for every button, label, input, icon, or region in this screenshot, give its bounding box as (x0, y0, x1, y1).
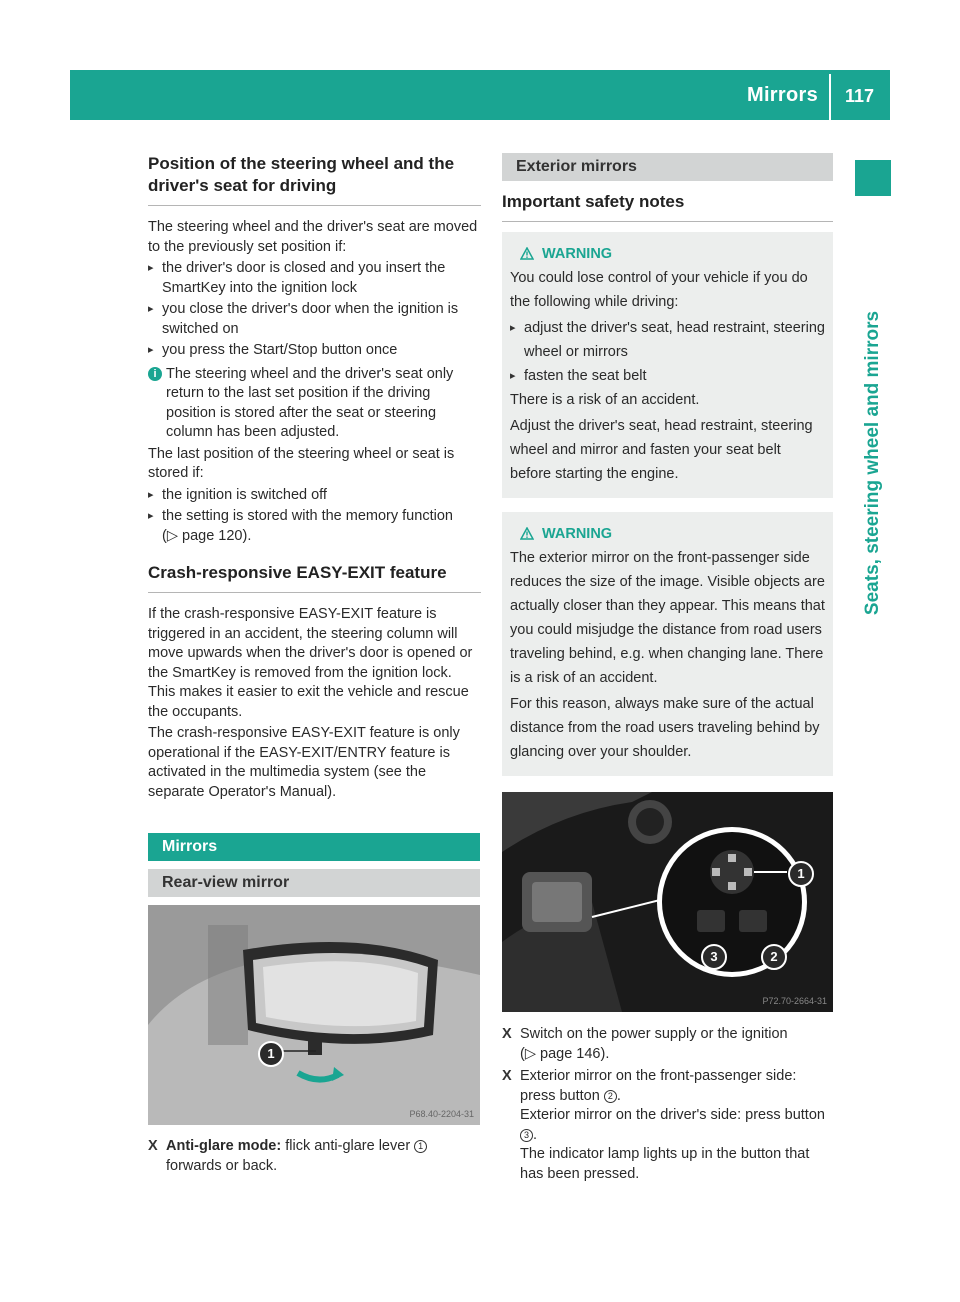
callout-2: 2 (761, 944, 787, 970)
step-text: Exterior mirror on the driver's side: press button (520, 1107, 825, 1123)
paragraph: The steering wheel and the driver's seat are moved to the previously set position if: (148, 219, 478, 255)
callout-ref: 1 (414, 1140, 427, 1153)
step-item (502, 1025, 833, 1064)
anti-glare-step (148, 1137, 481, 1179)
rearview-mirror-photo (148, 905, 480, 1125)
callout-3: 3 (701, 944, 727, 970)
door-controls-illustration (502, 792, 833, 1012)
header-divider (829, 74, 831, 120)
info-note (148, 365, 481, 443)
paragraph: For this reason, always make sure of the actual distance from the road users traveling behind by glancing over your shoulder. (510, 696, 820, 760)
section-bar-exterior: Exterior mirrors (502, 153, 833, 181)
warning-title: WARNING (542, 526, 613, 542)
step-text: Switch on the power supply or the ignition (520, 1026, 788, 1042)
page-reference-link[interactable]: (▷ page 146). (520, 1045, 610, 1062)
warning-heading (520, 242, 825, 266)
step-text: The indicator lamp lights up in the button that has been pressed. (520, 1146, 810, 1182)
heading-steering-position: Position of the steering wheel and the driver's seat for driving (148, 154, 455, 195)
page-number: 117 (845, 86, 875, 106)
callout-ref: 2 (604, 1090, 617, 1103)
paragraph: You could lose control of your vehicle if you do the following while driving: (510, 270, 808, 310)
callout-1: 1 (258, 1041, 284, 1067)
paragraph: The crash-responsive EASY-EXIT feature is only operational if the EASY-EXIT/ENTRY feature is activated in the multimedia system (see the separate Operator's Manual). (148, 725, 460, 800)
list-item-text: the setting is stored with the memory function (162, 508, 453, 524)
warning-box-2 (502, 512, 833, 776)
list-item: ▸ adjust the driver's seat, head restraint, steering wheel or mirrors (510, 316, 825, 364)
list-item: ▸ you press the Start/Stop button once (148, 341, 481, 361)
list-item: ▸ the driver's door is closed and you insert the SmartKey into the ignition lock (148, 259, 481, 298)
list-item: ▸ the ignition is switched off (148, 486, 481, 506)
info-icon: i (148, 367, 162, 381)
list-item: ▸ fasten the seat belt (510, 364, 825, 388)
left-column (148, 153, 481, 804)
adjusting-steps (502, 1025, 833, 1187)
paragraph: If the crash-responsive EASY-EXIT feature is triggered in an accident, the steering column will move upwards when the driver's door is opened or the SmartKey is removed from the ignition lock. This makes it easier to exit the vehicle and rescue the occupants. (148, 606, 473, 720)
door-controls-photo (502, 792, 833, 1012)
image-code: P72.70-2664-31 (762, 996, 827, 1006)
step-item (148, 1137, 481, 1176)
page-reference-link[interactable]: (▷ page 120). (162, 527, 252, 544)
step-text: forwards or back. (166, 1157, 278, 1174)
info-text: The steering wheel and the driver's seat only return to the last set position if the driving position is stored after the seat or steering column has been adjusted. (166, 365, 454, 440)
section-title: Mirrors (746, 84, 818, 106)
step-item: X Exterior mirror on the front-passenger side: press button 2 . Exterior mirror on the driver's side: press button 3 . The indicator lamp lights up in the button that has been pressed. (502, 1067, 833, 1184)
image-code: P68.40-2204-31 (409, 1109, 474, 1119)
step-label: Anti-glare mode: (166, 1138, 282, 1154)
paragraph: There is a risk of an accident. (510, 392, 700, 408)
callout-1: 1 (788, 861, 814, 887)
step-text: Exterior mirror on the front-passenger side: press button (520, 1068, 797, 1104)
heading-safety-notes: Important safety notes (502, 192, 685, 211)
heading-easy-exit: Crash-responsive EASY-EXIT feature (148, 563, 447, 582)
warning-title: WARNING (542, 246, 613, 262)
warning-triangle-icon (520, 527, 534, 540)
list-item (148, 507, 481, 546)
paragraph: Adjust the driver's seat, head restraint, steering wheel and mirror and fasten your seat belt before starting the engine. (510, 418, 813, 482)
paragraph: The exterior mirror on the front-passenger side reduces the size of the image. Visible objects are actually closer than they appear. This means that you could misjudge the distance from road users traveling behind, e.g. when changing lane. There is a risk of an accident. (510, 550, 825, 686)
right-column (502, 191, 833, 839)
warning-box-1 (502, 232, 833, 498)
subsection-bar-rearview: Rear-view mirror (148, 869, 480, 897)
chapter-label: Seats, steering wheel and mirrors (862, 310, 883, 615)
section-bar-mirrors: Mirrors (148, 833, 480, 861)
divider (148, 205, 481, 206)
list-item: ▸ you close the driver's door when the ignition is switched on (148, 300, 481, 339)
rearview-mirror-illustration (148, 905, 480, 1125)
chapter-tab (855, 160, 891, 196)
divider (148, 592, 481, 593)
warning-heading (520, 522, 825, 546)
warning-triangle-icon (520, 247, 534, 260)
callout-ref: 3 (520, 1129, 533, 1142)
step-text: flick anti-glare lever (285, 1138, 411, 1154)
paragraph: The last position of the steering wheel or seat is stored if: (148, 445, 455, 481)
divider (502, 221, 833, 222)
